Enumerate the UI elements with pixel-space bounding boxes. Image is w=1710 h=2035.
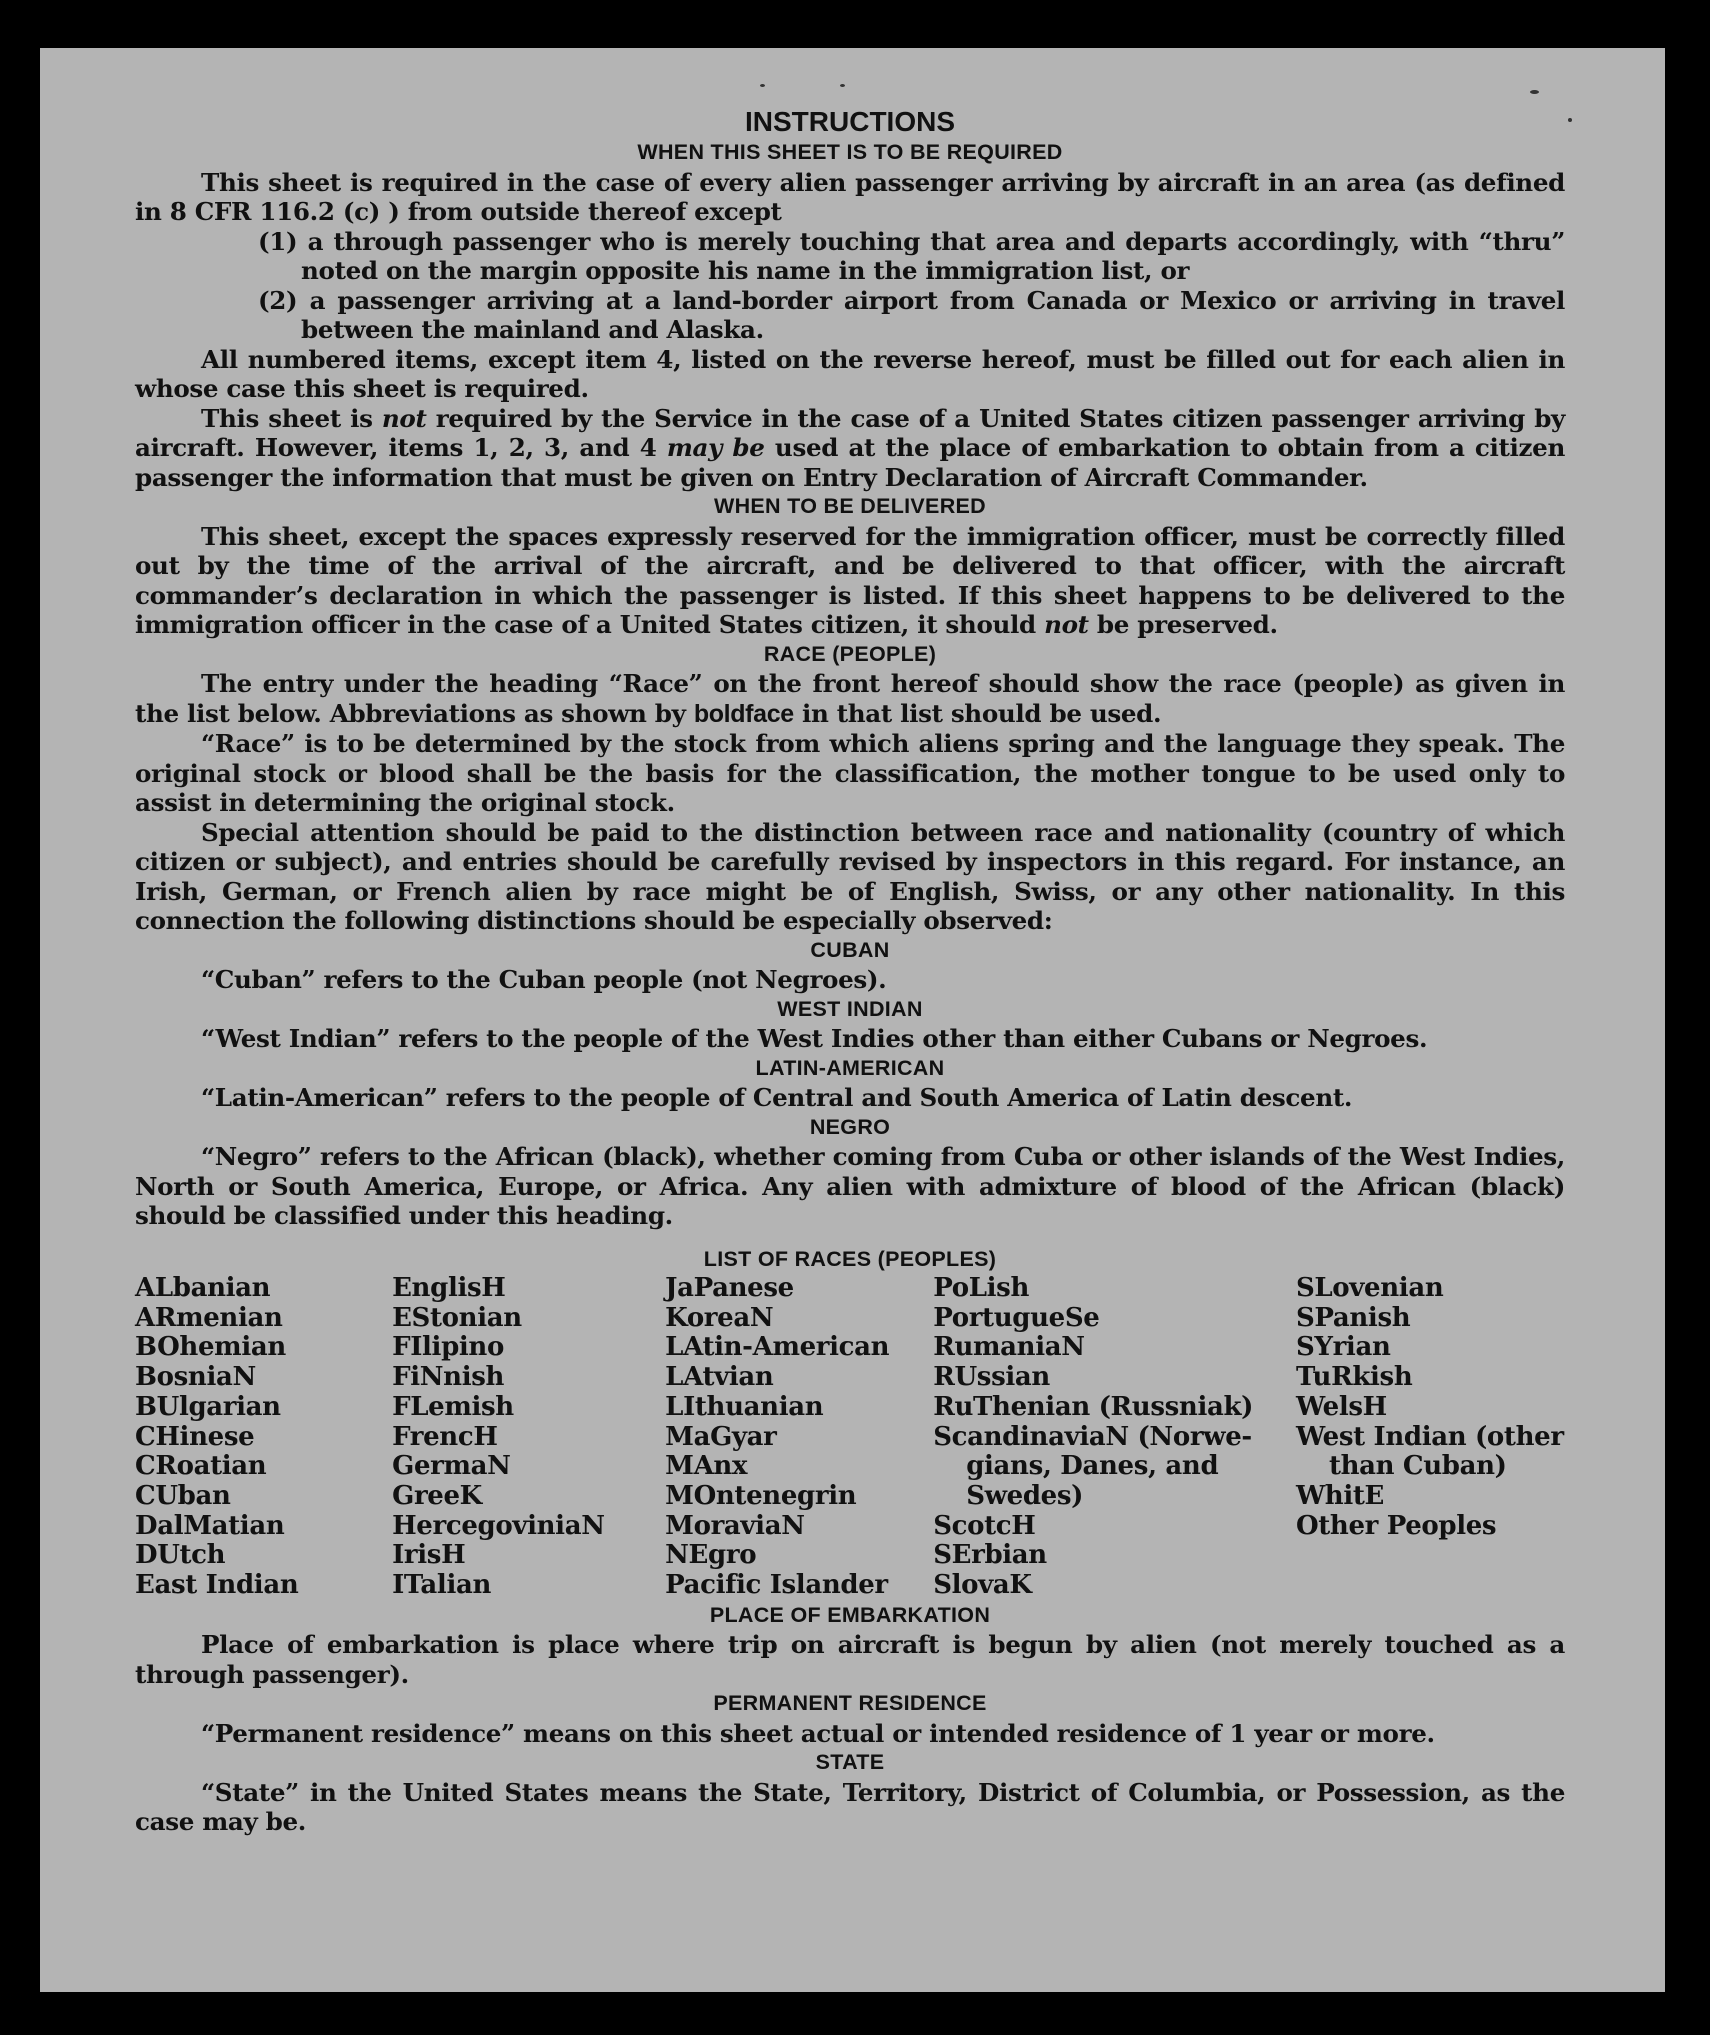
document-page: [40, 48, 1665, 1992]
race-paragraph-1: The entry under the heading “Race” on the front hereof should show the race (people) as given in the list below. Abbreviations as shown by boldface in that list should be used.: [135, 669, 1565, 728]
race-entry: TuRkish: [1295, 1362, 1413, 1393]
race-entry: Other Peoples: [1295, 1510, 1497, 1541]
race-entry: HercegoviniaN: [392, 1510, 605, 1541]
negro-definition: “Negro” refers to the African (black), whether coming from Cuba or other islands of the West Indies, North or South America, Europe, or Africa. Any alien with admixture of blood of the African (black) should be classified under this heading.: [135, 1142, 1565, 1230]
races-column-2: [392, 1274, 665, 1601]
race-entry: CUban: [135, 1480, 231, 1511]
race-entry: NEgro: [665, 1540, 757, 1571]
race-entry: FrencH: [392, 1421, 498, 1452]
race-entry: West Indian (other: [1295, 1421, 1564, 1452]
race-entry: SLovenian: [1295, 1273, 1444, 1303]
race-entry: RUssian: [933, 1362, 1050, 1393]
heading-when-delivered: WHEN TO BE DELIVERED: [714, 494, 986, 518]
race-entry: GreeK: [392, 1480, 482, 1511]
heading-west-indian: WEST INDIAN: [777, 996, 923, 1021]
race-entry: MoraviaN: [665, 1510, 805, 1541]
heading-place-of-embarkation: PLACE OF EMBARKATION: [709, 1602, 991, 1627]
race-entry: GermaN: [392, 1451, 511, 1482]
race-entry: DUtch: [135, 1540, 226, 1571]
race-entry: BUlgarian: [135, 1391, 281, 1422]
race-entry: FLemish: [392, 1391, 514, 1422]
race-entry: ALbanian: [135, 1273, 271, 1303]
race-entry: IrisH: [392, 1540, 466, 1571]
race-entry: East Indian: [135, 1570, 299, 1601]
race-entry: SErbian: [933, 1540, 1047, 1571]
scan-speck: [1568, 118, 1572, 122]
race-entry: LIthuanian: [665, 1391, 824, 1422]
race-entry: MAnx: [665, 1451, 748, 1482]
race-entry: ScandinaviaN (Norwe-: [933, 1421, 1252, 1452]
races-column-3: [665, 1274, 933, 1601]
race-entry: SPanish: [1295, 1302, 1411, 1333]
heading-permanent-residence: PERMANENT RESIDENCE: [713, 1691, 987, 1716]
race-entry: BOhemian: [135, 1332, 286, 1363]
race-entry: Swedes): [966, 1480, 1084, 1511]
race-entry: ITalian: [392, 1570, 492, 1601]
residence-definition: “Permanent residence” means on this sheet actual or intended residence of 1 year or more.: [201, 1718, 1435, 1748]
race-entry: FiNnish: [392, 1362, 505, 1393]
page-title: INSTRUCTIONS: [745, 106, 955, 137]
race-entry: JaPanese: [665, 1273, 794, 1303]
race-paragraph-3: Special attention should be paid to the distinction between race and nationality (country of which citizen or subject), and entries should be carefully revised by inspectors in this regard. For instance, an Irish, German, or French alien by race might be of English, Swiss, or any other nationality. In this connection the following distinctions should be especially observed:: [135, 817, 1565, 935]
scan-speck: [840, 84, 845, 87]
west-indian-definition: “West Indian” refers to the people of the West Indies other than either Cubans or Negroes.: [201, 1024, 1428, 1053]
race-entry: EnglisH: [392, 1273, 506, 1303]
races-column-1: [135, 1274, 392, 1601]
races-column-5: [1296, 1274, 1565, 1601]
race-entry: CRoatian: [135, 1451, 267, 1482]
state-definition: “State” in the United States means the State, Territory, District of Columbia, or Possession, as the case may be.: [135, 1777, 1565, 1837]
heading-latin-american: LATIN-AMERICAN: [755, 1055, 945, 1080]
race-entry: KoreaN: [665, 1302, 774, 1333]
heading-cuban: CUBAN: [810, 937, 890, 962]
embarkation-definition: Place of embarkation is place where trip on aircraft is begun by alien (not merely touched as a through passenger).: [135, 1630, 1565, 1689]
required-paragraph-2: All numbered items, except item 4, listed on the reverse hereof, must be filled out for each alien in whose case this sheet is required.: [135, 344, 1565, 403]
race-entry: RumaniaN: [933, 1332, 1085, 1363]
heading-negro: NEGRO: [809, 1114, 891, 1139]
required-paragraph-1: This sheet is required in the case of every alien passenger arriving by aircraft in an area (as defined in 8 CFR 116.2 (c) ) from outside thereof except: [135, 167, 1565, 226]
races-list: [135, 1274, 1565, 1601]
race-entry: ScotcH: [933, 1510, 1036, 1541]
race-paragraph-2: “Race” is to be determined by the stock from which aliens spring and the language they speak. The original stock or blood shall be the basis for the classification, the mother tongue to be used only to assist in determining the original stock.: [135, 729, 1565, 817]
race-entry: FIlipino: [392, 1332, 504, 1363]
heading-when-required: WHEN THIS SHEET IS TO BE REQUIRED: [637, 140, 1063, 164]
race-entry: EStonian: [392, 1302, 522, 1333]
race-entry: MOntenegrin: [665, 1480, 857, 1511]
race-entry: PoLish: [933, 1273, 1029, 1303]
scan-speck: [760, 84, 765, 87]
race-entry: ARmenian: [135, 1302, 283, 1333]
race-entry: SYrian: [1295, 1332, 1391, 1363]
race-entry: PortugueSe: [933, 1302, 1100, 1333]
race-entry: WelsH: [1295, 1391, 1387, 1422]
race-entry: BosniaN: [135, 1362, 256, 1393]
race-entry: LAtvian: [665, 1362, 774, 1393]
heading-race: RACE (PEOPLE): [763, 641, 937, 666]
race-entry: DalMatian: [135, 1510, 285, 1541]
races-column-4: [933, 1274, 1296, 1601]
race-entry: LAtin-American: [665, 1332, 890, 1363]
race-entry: CHinese: [135, 1421, 255, 1452]
scan-speck: [1530, 90, 1539, 94]
race-entry: than Cuban): [1328, 1451, 1507, 1482]
race-entry: SlovaK: [933, 1570, 1032, 1601]
cuban-definition: “Cuban” refers to the Cuban people (not Negroes).: [201, 965, 887, 994]
race-entry: MaGyar: [665, 1421, 777, 1452]
race-entry: Pacific Islander: [665, 1570, 888, 1601]
race-entry: RuThenian (Russniak): [933, 1391, 1254, 1422]
required-exception-1: (1) a through passenger who is merely touching that area and departs accordingly, with “thru” noted on the margin opposite his name in the immigration list, or: [258, 226, 1565, 285]
heading-state: STATE: [815, 1750, 885, 1775]
race-entry: WhitE: [1295, 1480, 1384, 1511]
required-paragraph-3: This sheet is not required by the Service in the case of a United States citizen passenger arriving by aircraft. However, items 1, 2, 3, and 4 may be used at the place of embarkation to obtain from a citizen passenger the information that must be given on Entry Declaration of Aircraft Commander.: [135, 403, 1565, 492]
delivered-paragraph: This sheet, except the spaces expressly reserved for the immigration officer, must be correctly filled out by the time of the arrival of the aircraft, and be delivered to that officer, with the aircraft commander’s declaration in which the passenger is listed. If this sheet happens to be delivered to the immigration officer in the case of a United States citizen, it should not be preserved.: [135, 521, 1565, 639]
heading-list-of-races: LIST OF RACES (PEOPLES): [703, 1246, 997, 1271]
required-exception-2: (2) a passenger arriving at a land-border airport from Canada or Mexico or arriving in travel between the mainland and Alaska.: [258, 285, 1565, 344]
latin-american-definition: “Latin-American” refers to the people of Central and South America of Latin descent.: [201, 1083, 1353, 1112]
race-entry: gians, Danes, and: [966, 1451, 1219, 1482]
